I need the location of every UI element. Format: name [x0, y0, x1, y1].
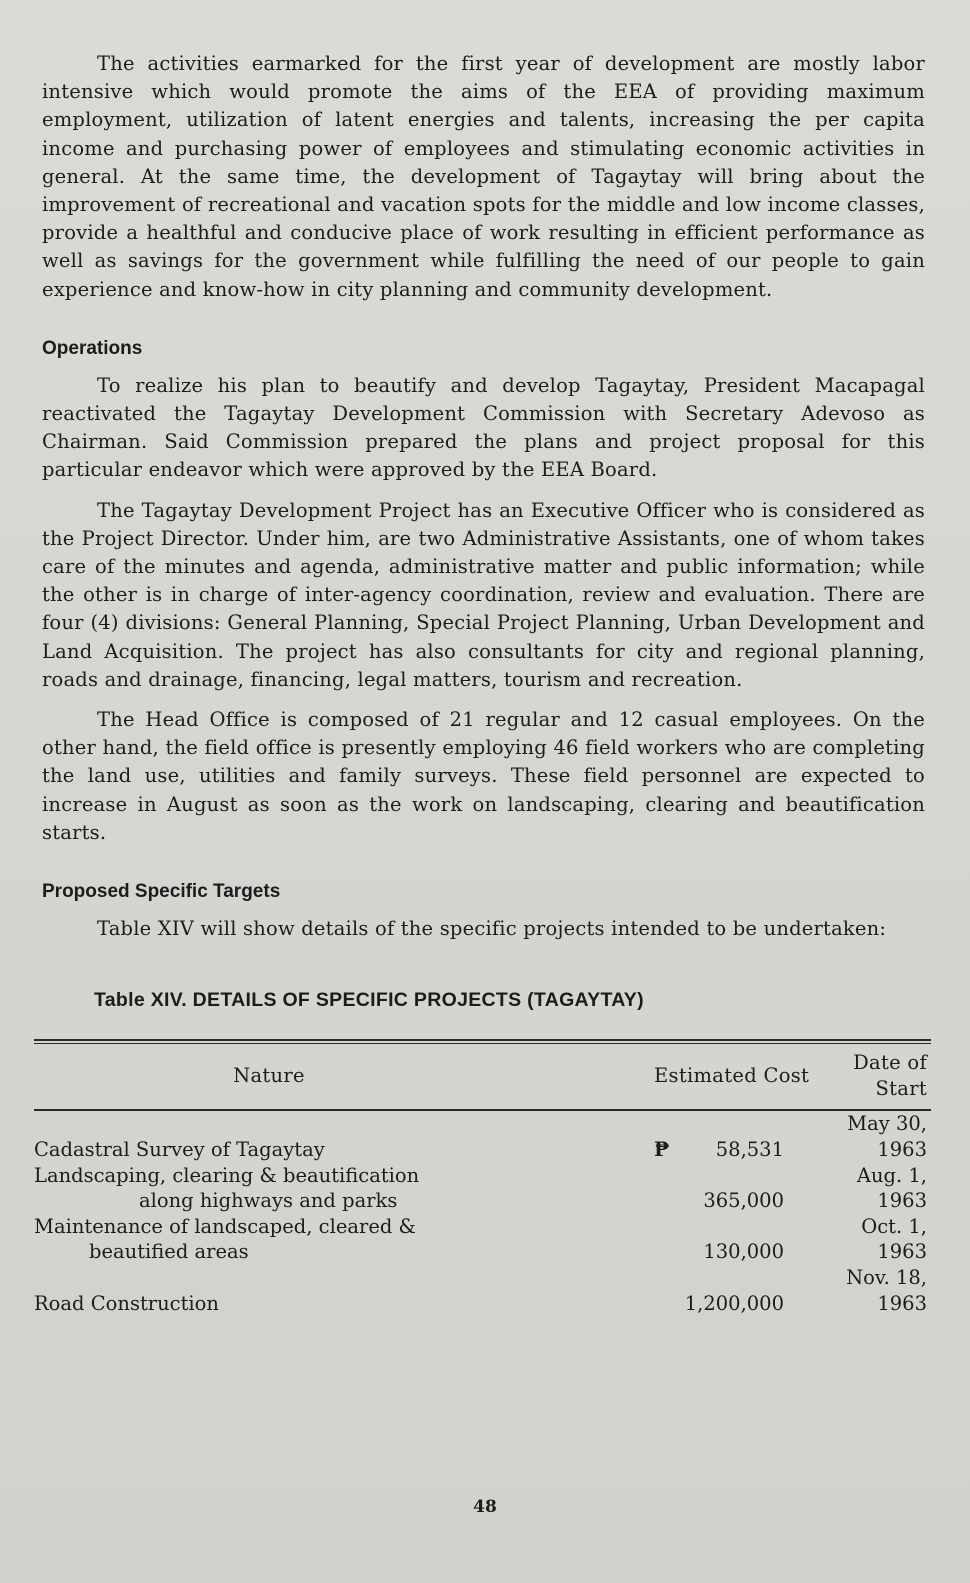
row-date: May 30, 1963 [847, 1112, 927, 1162]
paragraph-operations-3: The Head Office is composed of 21 regular and 12 casual employees. On the other hand, the field office is presently employing 46 field workers who are completing the land use, utilities and family surveys. These field personnel are expected to increase in August as soon as the work on landscaping, clearing and beautification starts. [42, 708, 925, 844]
table-header-row [34, 1044, 931, 1109]
page-number: 48 [473, 1497, 497, 1517]
table-row [34, 1163, 931, 1214]
projects-table [34, 1044, 931, 1316]
row-date: Aug. 1, 1963 [856, 1163, 927, 1213]
paragraph-targets-1: Table XIV will show details of the specific projects intended to be undertaken: [97, 917, 887, 941]
row-cost: 58,531 [715, 1138, 784, 1162]
table-row [34, 1214, 931, 1265]
row-nature: Landscaping, clearing & beautification [34, 1163, 420, 1187]
table-title: Table XIV. DETAILS OF SPECIFIC PROJECTS (TAGAYTAY) [94, 989, 644, 1012]
row-nature-continued: along highways and parks [139, 1189, 398, 1213]
row-nature: Maintenance of landscaped, cleared & [34, 1214, 416, 1238]
header-date-of-start: Date of Start [853, 1051, 927, 1100]
row-cost: 1,200,000 [684, 1291, 784, 1315]
paragraph-operations-1: To realize his plan to beautify and develop Tagaytay, President Macapagal reactivated the Tagaytay Development Commission with Secretary Adevoso as Chairman. Said Commission prepared the plans and project proposal for this particular endeavor which were approved by the EEA Board. [42, 373, 925, 482]
currency-symbol: ₱ [654, 1138, 670, 1162]
table-row [34, 1111, 931, 1162]
row-nature: Road Construction [34, 1291, 219, 1315]
section-heading-targets: Proposed Specific Targets [42, 881, 281, 903]
table-row [34, 1265, 931, 1316]
paragraph-intro: The activities earmarked for the first year of development are mostly labor intensive which would promote the aims of the EEA of providing maximum employment, utilization of latent energies and talents, increasing the per capita income and purchasing power of employees and stimulating economic activities in general. At the same time, the development of Tagaytay will bring about the improvement of recreational and vacation spots for the middle and low income classes, provide a healthful and conducive place of work resulting in efficient performance as well as savings for the government while fulfilling the need of our people to gain experience and know-how in city planning and community development. [42, 52, 925, 301]
section-heading-operations: Operations [42, 337, 143, 359]
header-estimated-cost: Estimated Cost [654, 1064, 810, 1088]
row-nature: Cadastral Survey of Tagaytay [34, 1138, 325, 1162]
row-cost: 130,000 [703, 1240, 784, 1264]
paragraph-operations-2: The Tagaytay Development Project has an Executive Officer who is considered as the Project Director. Under him, are two Administrative Assistants, one of whom takes care of the minutes and agenda, administrative matter and public information; while the other is in charge of inter-agency coordination, review and evaluation. There are four (4) divisions: General Planning, Special Project Planning, Urban Development and Land Acquisition. The project has also consultants for city and regional planning, roads and drainage, financing, legal matters, tourism and recreation. [42, 498, 925, 691]
header-nature: Nature [233, 1064, 305, 1088]
projects-table-wrap [34, 1039, 931, 1316]
row-cost: 365,000 [703, 1189, 784, 1213]
row-date: Nov. 18, 1963 [846, 1266, 927, 1315]
row-nature-continued: beautified areas [89, 1240, 249, 1264]
row-date: Oct. 1, 1963 [861, 1214, 927, 1264]
